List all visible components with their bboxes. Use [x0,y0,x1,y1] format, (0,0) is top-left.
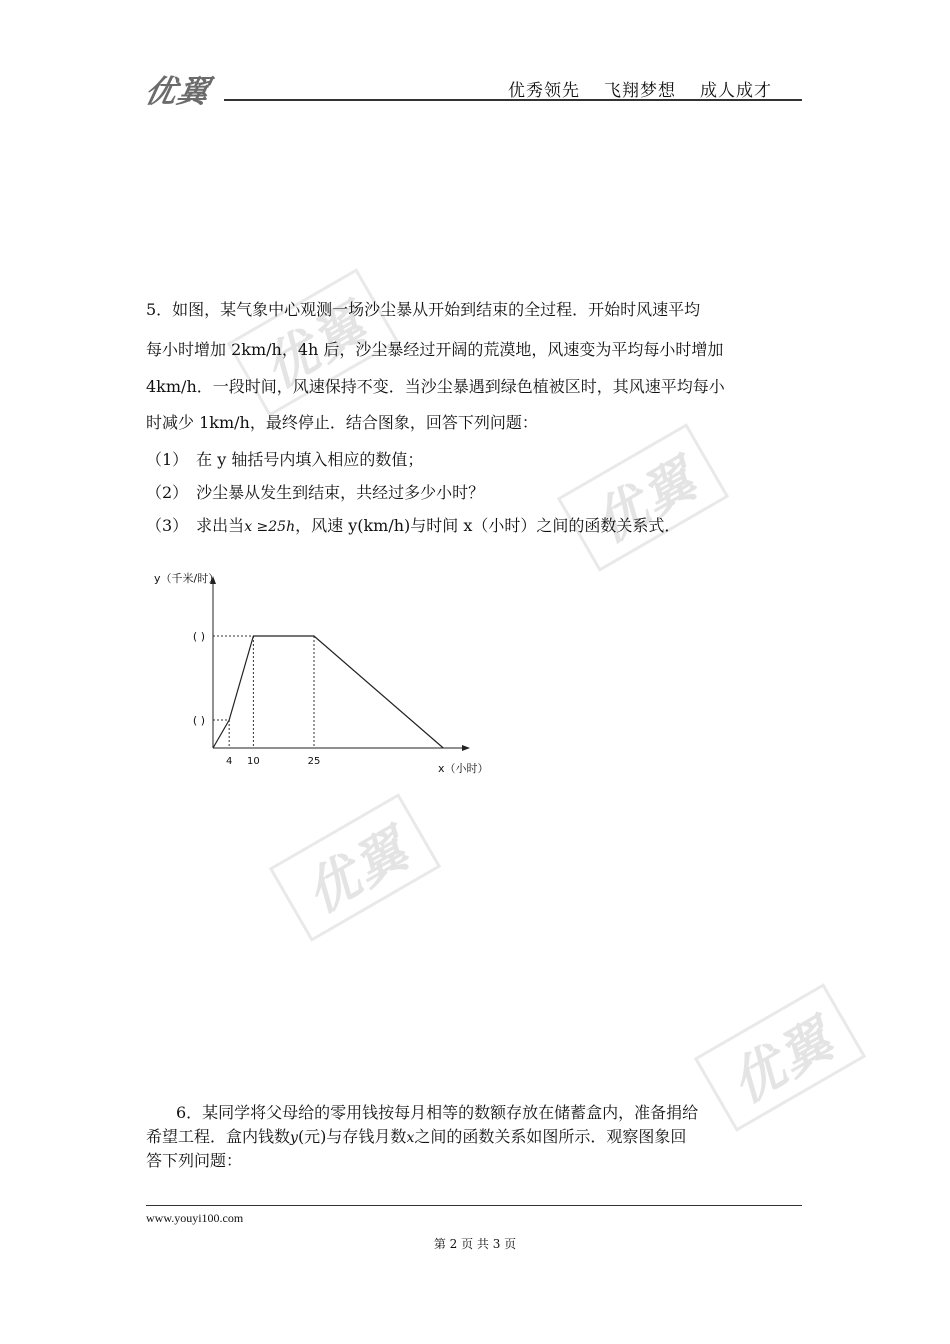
slogan-part-1: 优秀领先 [508,81,580,101]
watermark: 优翼 [227,268,399,417]
x-tick-label-4: 4 [225,756,233,767]
q6-var-x: x [406,1130,415,1146]
watermark: 优翼 [557,423,729,572]
q6-line-1: 6．某同学将父母给的零用钱按每月相等的数额存放在储蓄盒内，准备捐给 [176,1103,699,1122]
q6-line-2 [146,1127,686,1148]
header-rule [224,99,802,101]
watermark: 优翼 [694,983,866,1132]
x-axis-label: x（小时） [438,762,489,775]
x-tick-label-10: 10 [247,756,260,767]
q6-line-2b: (元)与存钱月数 [297,1127,407,1146]
q5-sub3-condition: x ≥25h [244,519,296,535]
y-tick-blank-1: ( ) [192,630,205,643]
x-tick-label-25: 25 [307,756,321,767]
q6-line-3: 答下列问题： [146,1151,243,1170]
wind-speed-chart [140,560,500,790]
x-axis-arrow [462,745,470,751]
q5-line-2: 每小时增加 2km/h，4h 后，沙尘暴经过开阔的荒漠地，风速变为平均每小时增加 [146,340,724,359]
q5-sub3-suffix: ，风速 y(km/h)与时间 x（小时）之间的函数关系式． [295,516,681,535]
q5-line-3: 4km/h．一段时间，风速保持不变．当沙尘暴遇到绿色植被区时，其风速平均每小 [146,377,725,396]
logo: 优翼 [141,74,214,110]
slogan-part-2: 飞翔梦想 [604,81,676,101]
page-number: 第 2 页 共 3 页 [433,1237,517,1251]
y-axis-label: y（千米/时） [154,572,220,585]
q5-subquestion-3 [146,516,680,537]
q6-var-y: y [290,1130,298,1146]
q6-line-2c: 之间的函数关系如图所示．观察图象回 [414,1127,687,1146]
q5-subquestion-2: （2） 沙尘暴从发生到结束，共经过多少小时？ [146,483,485,502]
watermark: 优翼 [269,793,441,942]
q6-line-2a: 希望工程．盒内钱数 [146,1127,291,1146]
q5-line-4: 时减少 1km/h，最终停止．结合图象，回答下列问题： [146,413,538,432]
q5-subquestion-1: （1） 在 y 轴括号内填入相应的数值； [146,450,424,469]
slogan-part-3: 成人成才 [700,81,772,101]
footer-url: www.youyi100.com [146,1211,244,1225]
q5-line-1: 5．如图，某气象中心观测一场沙尘暴从开始到结束的全过程．开始时风速平均 [146,300,701,319]
footer-rule [146,1205,802,1206]
q5-sub3-prefix: （3） 求出当 [146,516,245,535]
wind-speed-series-line [213,636,443,748]
y-tick-blank-2: ( ) [192,714,205,727]
slogan [508,76,796,101]
